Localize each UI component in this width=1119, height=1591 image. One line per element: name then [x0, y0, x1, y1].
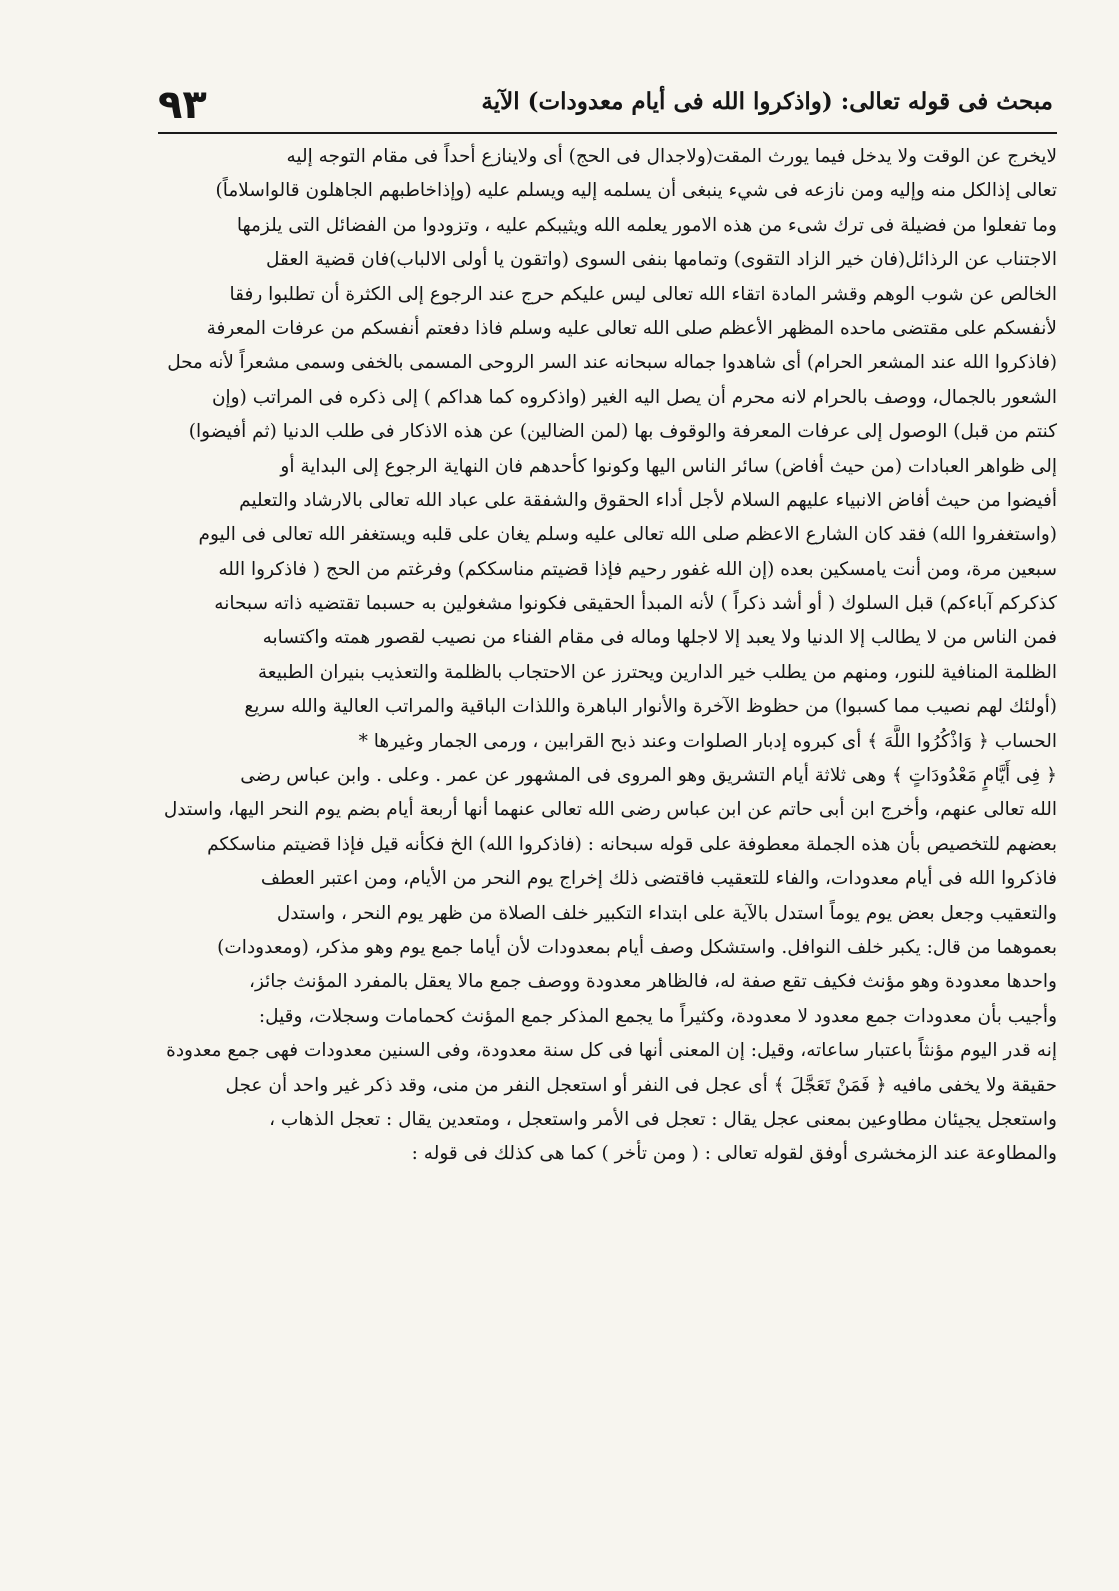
text-line: الشعور بالجمال، ووصف بالحرام لانه محرم أن يصل اليه الغير (واذكروه كما هداكم ) إلى ذكره فى المراتب (وإن — [211, 386, 1057, 408]
text-line: الخالص عن شوب الوهم وقشر المادة اتقاء الله تعالى ليس عليكم حرج عند الرجوع إلى الكثرة أن تطلبوا رفقا — [229, 283, 1057, 305]
page-number: ٩٣ — [158, 82, 207, 128]
text-line: حقيقة ولا يخفى مافيه ﴿ فَمَنْ تَعَجَّلَ ﴾ أى عجل فى النفر أو استعجل النفر من منى، وقد ذكر غير واحد أن عجل — [225, 1074, 1057, 1096]
text-line: أفيضوا من حيث أفاض الانبياء عليهم السلام لأجل أداء الحقوق والشفقة على عباد الله تعالى بالارشاد والتعليم — [239, 489, 1057, 511]
text-line: بعموهما من قال: يكبر خلف النوافل. واستشكل وصف أيام بمعدودات لأن أياما جمع يوم وهو مذكر، (ومعدودات) — [217, 936, 1057, 958]
text-line: والمطاوعة عند الزمخشرى أوفق لقوله تعالى : ( ومن تأخر ) كما هى كذلك فى قوله : — [411, 1143, 1057, 1165]
text-line: فاذكروا الله فى أيام معدودات، والفاء للتعقيب فاقتضى ذلك إخراج يوم النحر من الأيام، ومن اعتبر العطف — [260, 868, 1057, 890]
text-line: واستعجل يجيئان مطاوعين بمعنى عجل يقال : تعجل فى الأمر واستعجل ، ومتعدين يقال : تعجل الذهاب ، — [269, 1108, 1057, 1130]
text-line: (أولئك لهم نصيب مما كسبوا) من حظوظ الآخرة والأنوار الباهرة واللذات الباقية والمراتب العالية والله سريع — [244, 696, 1057, 718]
text-line: الله تعالى عنهم، وأخرج ابن أبى حاتم عن ابن عباس رضى الله تعالى عنهما أنها أربعة أيام بضم يوم النحر اليها، واستدل — [163, 799, 1057, 821]
text-line: لايخرج عن الوقت ولا يدخل فيما يورث المقت(ولاجدال فى الحج) أى ولاينازع أحداً فى مقام التوجه إليه — [286, 146, 1057, 167]
text-line: واحدها معدودة وهو مؤنث فكيف تقع صفة له، فالظاهر معدودة ووصف جمع مالا يعقل بالمفرد المؤنث جائز، — [248, 971, 1057, 993]
text-line: تعالى إذالكل منه وإليه ومن نازعه فى شيء ينبغى أن يسلمه إليه ويسلم عليه (وإذاخاطبهم الجاهلون قالواسلاماً) — [215, 180, 1057, 202]
text-line: كنتم من قبل) الوصول إلى عرفات المعرفة والوقوف بها (لمن الضالين) عن هذه الاذكار فى طلب الدنيا (ثم أفيضوا) — [188, 421, 1057, 443]
text-line: الظلمة المنافية للنور، ومنهم من يطلب خير الدارين ويحترز عن الاحتجاب بالظلمة والتعذيب بنيران الطبيعة — [257, 661, 1057, 683]
text-line: فمن الناس من لا يطالب إلا الدنيا ولا يعبد إلا لاجلها وماله فى مقام الفناء من نصيب لقصور همته واكتسابه — [262, 627, 1057, 649]
text-line: لأنفسكم على مقتضى ماحده المظهر الأعظم صلى الله تعالى عليه وسلم فاذا دفعتم أنفسكم من عرفات المعرفة — [206, 317, 1057, 339]
page-header — [158, 82, 1057, 134]
running-title: مبحث فى قوله تعالى: (واذكروا الله فى أيام معدودات) الآية — [481, 88, 1053, 115]
text-line: الاجتناب عن الرذائل(فان خير الزاد التقوى) وتمامها بنفى السوى (واتقون يا أولى الالباب)فان قضية العقل — [265, 249, 1057, 271]
text-line: بعضهم للتخصيص بأن هذه الجملة معطوفة على قوله سبحانه : (فاذكروا الله) الخ فكأنه قيل فإذا قضيتم مناسككم — [207, 833, 1057, 855]
body-text — [158, 140, 1057, 1172]
text-line: والتعقيب وجعل بعض يوم يوماً استدل بالآية على ابتداء التكبير خلف الصلاة من ظهر يوم النحر ، واستدل — [276, 902, 1057, 924]
text-line: وأجيب بأن معدودات جمع معدود لا معدودة، وكثيراً ما يجمع المذكر جمع المؤنث كحمامات وسجلات، وقيل: — [258, 1005, 1057, 1027]
text-line: ﴿ فِى أَيَّامٍ مَعْدُودَاتٍ ﴾ وهى ثلاثة أيام التشريق وهو المروى فى المشهور عن عمر . وعلى . وابن عباس رضى — [240, 765, 1057, 787]
text-line: سبعين مرة، ومن أنت يامسكين بعده (إن الله غفور رحيم فإذا قضيتم مناسككم) وفرغتم من الحج ( فاذكروا الله — [218, 558, 1057, 580]
text-line: إلى ظواهر العبادات (من حيث أفاض) سائر الناس اليها وكونوا كأحدهم فان النهاية الرجوع إلى البداية أو — [280, 455, 1057, 477]
text-line: الحساب ﴿ وَاذْكُرُوا اللَّهَ ﴾ أى كبروه إدبار الصلوات وعند ذبح القرابين ، ورمى الجمار وغيرها * — [358, 730, 1057, 752]
text-line: (فاذكروا الله عند المشعر الحرام) أى شاهدوا جماله سبحانه عند السر الروحى المسمى بالخفى وسمى مشعراً لأنه محل — [167, 352, 1057, 374]
text-line: وما تفعلوا من فضيلة فى ترك شىء من هذه الامور يعلمه الله ويثيبكم عليه ، وتزودوا من الفضائل التى يلزمها — [236, 214, 1057, 236]
text-line: إنه قدر اليوم مؤنثاً باعتبار ساعاته، وقيل: إن المعنى أنها فى كل سنة معدودة، وفى السنين معدودات فهى جمع معدودة — [166, 1040, 1057, 1062]
text-line: (واستغفروا الله) فقد كان الشارع الاعظم صلى الله تعالى عليه وسلم يغان على قلبه ويستغفر الله تعالى فى اليوم — [198, 524, 1057, 546]
text-line: كذكركم آباءكم) قبل السلوك ( أو أشد ذكراً ) لأنه المبدأ الحقيقى فكونوا مشغولين به حسبما تقتضيه ذاته سبحانه — [214, 593, 1057, 615]
